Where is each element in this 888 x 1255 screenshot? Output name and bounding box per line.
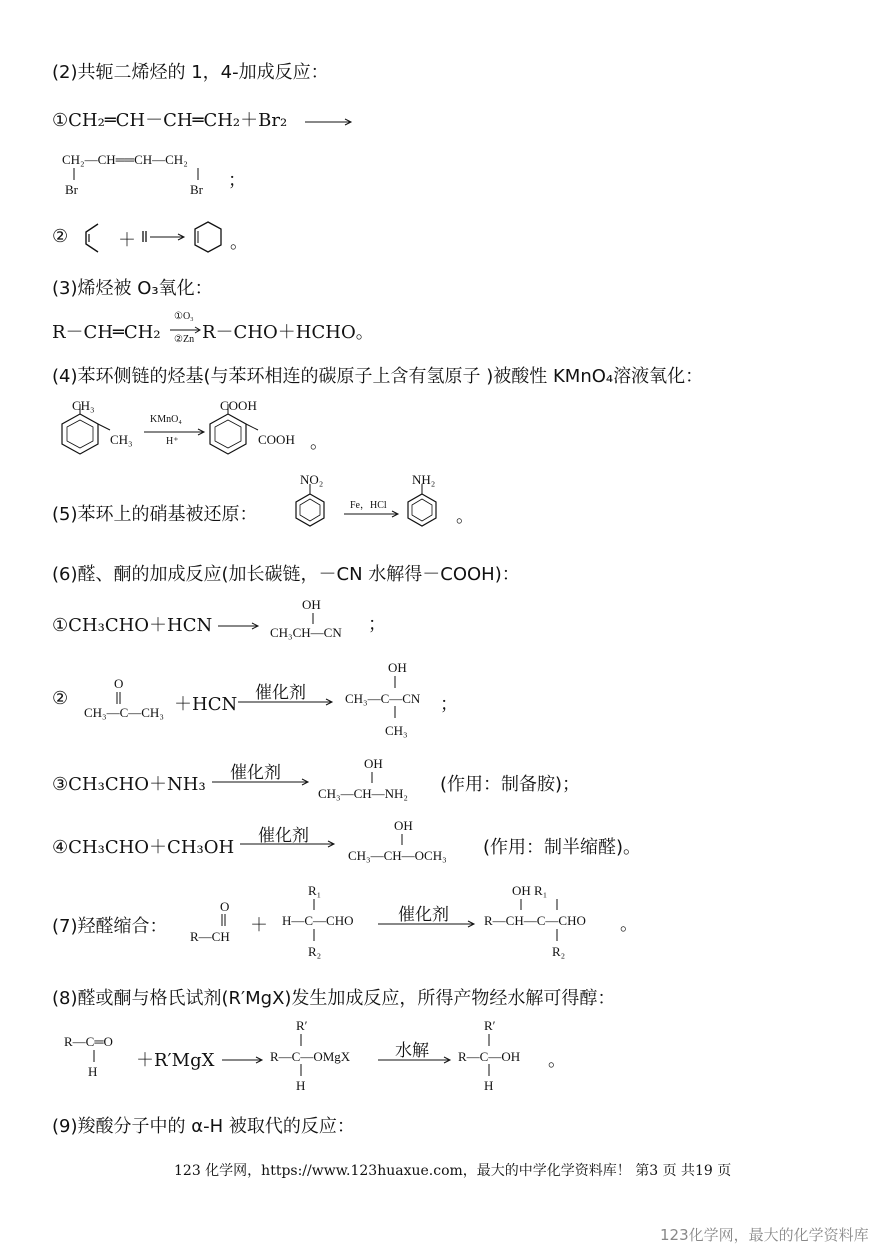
condition-bottom: H⁺ [166,436,179,447]
reaction-label: ④ [52,837,69,858]
methyl-group: CH₃ [72,398,95,413]
reaction-arrow [238,698,336,706]
reaction-6-3 [52,770,206,796]
bromine-1: Br [65,182,78,197]
nitro-group: NO₂ [300,472,324,487]
condition-top: ①O₃ [174,311,194,322]
catalyst-label: 催化剂 [398,905,449,925]
reaction-arrow [218,622,262,630]
reaction-2-1 [52,106,287,132]
hemiacetal-chain: CH₃—CH—OCH₃ [348,848,447,863]
catalyst-label: 催化剂 [258,826,309,846]
reaction-arrow [170,326,202,334]
butadiene-structure [80,222,110,256]
condition-bottom: ②Zn [174,334,195,345]
substituent-r1: R₁ [308,883,322,898]
carbonyl-oxygen: O [220,899,230,914]
aldehyde-structure: R—C═O [64,1034,113,1049]
reaction-label: ③ [52,774,69,795]
substituent-r2: R₂ [552,944,566,959]
bromine-2: Br [190,182,203,197]
carboxyl-group: COOH [220,398,257,413]
reaction-arrow [240,840,338,848]
double-bond [220,914,228,928]
aniline-ring [402,480,442,540]
punctuation: ； [368,614,386,635]
usage-note: (作用：制半缩醛)。 [483,837,642,858]
ozonolysis-rhs: R－CHO＋HCHO。 [202,322,374,343]
nitrobenzene-ring [290,480,330,540]
cyanohydrin-chain: CH₃CH—CN [270,625,342,640]
punctuation: 。 [456,506,474,527]
methyl-group: CH₃ [385,723,408,738]
ozonolysis-lhs: R－CH═CH₂ [52,322,161,343]
carboxyl-group: COOH [258,432,295,447]
reagent: ＋HCN [174,694,238,715]
bond-lines [93,1050,97,1064]
reaction-arrow [305,118,355,128]
hydroxyl-label: OH [388,660,407,675]
ethene-and-arrow [140,230,192,244]
catalyst-label: 催化剂 [230,763,281,783]
grignard-reagent: ＋R′MgX [136,1050,215,1071]
reaction-lhs: CH₃CHO＋HCN [68,615,213,636]
cyclohexene-ring [192,220,224,254]
bond-lines [312,613,316,625]
reaction-arrow [144,428,208,436]
amino-alcohol-chain: CH₃—CH—NH₂ [318,786,408,801]
condition-top: KMnO₄ [150,414,182,425]
watermark: 123化学网，最大的化学资料库 [660,1226,869,1244]
punctuation: 。 [310,432,328,453]
bond-lines [401,834,405,846]
bond-lines [371,772,375,784]
amino-group: NH₂ [412,472,436,487]
catalyst-label: 催化剂 [255,683,306,703]
punctuation: ； [228,170,246,191]
reaction-label: ② [52,688,69,709]
condition-top: Fe，HCl [350,500,387,511]
reaction-label: ① [52,110,69,131]
acetone-structure: CH₃—C—CH₃ [84,705,164,720]
reaction-6-4 [52,833,234,859]
reaction-6-1 [52,611,212,637]
reaction-label: ① [52,615,69,636]
aldehyde-structure: R—CH [190,929,230,944]
reaction-label: ② [52,226,69,247]
punctuation: 。 [230,232,248,253]
aldehyde-structure: H—C—CHO [282,913,354,928]
substituent-r2: R₂ [308,944,322,959]
section-8-heading: (8)醛或酮与格氏试剂(R′MgX)发生加成反应，所得产物经水解可得醇： [52,988,616,1009]
hydrolysis-label: 水解 [395,1041,429,1061]
hydrogen-label: H [88,1064,98,1079]
section-7-heading: (7)羟醛缩合： [52,916,168,937]
product-top-groups: OH R₁ [512,883,548,898]
section-6-heading: (6)醛、酮的加成反应(加长碳链，－CN 水解得－COOH)： [52,564,520,585]
usage-note: (作用：制备胺)； [440,774,581,795]
reaction-lhs: CH₂═CH－CH═CH₂＋Br₂ [68,110,288,131]
section-2-heading: (2)共轭二烯烃的 1，4-加成反应： [52,62,329,83]
reaction-arrow [344,510,402,518]
hydrogen-label: H [296,1078,306,1093]
plus-sign: ＋ [118,230,136,251]
page-footer: 123 化学网，https://www.123huaxue.com，最大的中学化学资料库！ 第3 页 共19 页 [174,1163,732,1179]
reaction-arrow [222,1056,266,1064]
hydroxyl-label: OH [364,756,383,771]
methyl-group: CH₃ [110,432,133,447]
carbonyl-oxygen: O [114,676,124,691]
hydrogen-label: H [484,1078,494,1093]
reaction-arrow [212,778,312,786]
cyanohydrin-structure: CH₃—C—CN [345,691,421,706]
punctuation: 。 [620,914,638,935]
dibromide-chain: CH₂—CH══CH—CH₂ [62,152,188,167]
hydroxyl-label: OH [394,818,413,833]
aldol-product: R—CH—C—CHO [484,913,586,928]
reaction-arrow [378,1056,454,1064]
reaction-lhs: CH₃CHO＋CH₃OH [68,837,235,858]
alkoxide-intermediate: R—C—OMgX [270,1049,351,1064]
reaction-lhs: CH₃CHO＋NH₃ [68,774,206,795]
plus-sign: ＋ [250,915,268,936]
punctuation: 。 [548,1050,566,1071]
section-5-heading: (5)苯环上的硝基被还原： [52,504,258,525]
reaction-arrow [378,920,478,928]
double-bond [115,692,123,706]
section-4-heading: (4)苯环侧链的烃基(与苯环相连的碳原子上含有氢原子 )被酸性 KMnO₄溶液氧化： [52,366,704,387]
hydroxyl-label: OH [302,597,321,612]
alcohol-product: R—C—OH [458,1049,521,1064]
r-prime-label: R′ [484,1018,496,1033]
r-prime-label: R′ [296,1018,308,1033]
section-9-heading: (9)羧酸分子中的 α-H 被取代的反应： [52,1116,355,1137]
section-3-heading: (3)烯烃被 O₃氧化： [52,278,213,299]
punctuation: ； [440,694,458,715]
